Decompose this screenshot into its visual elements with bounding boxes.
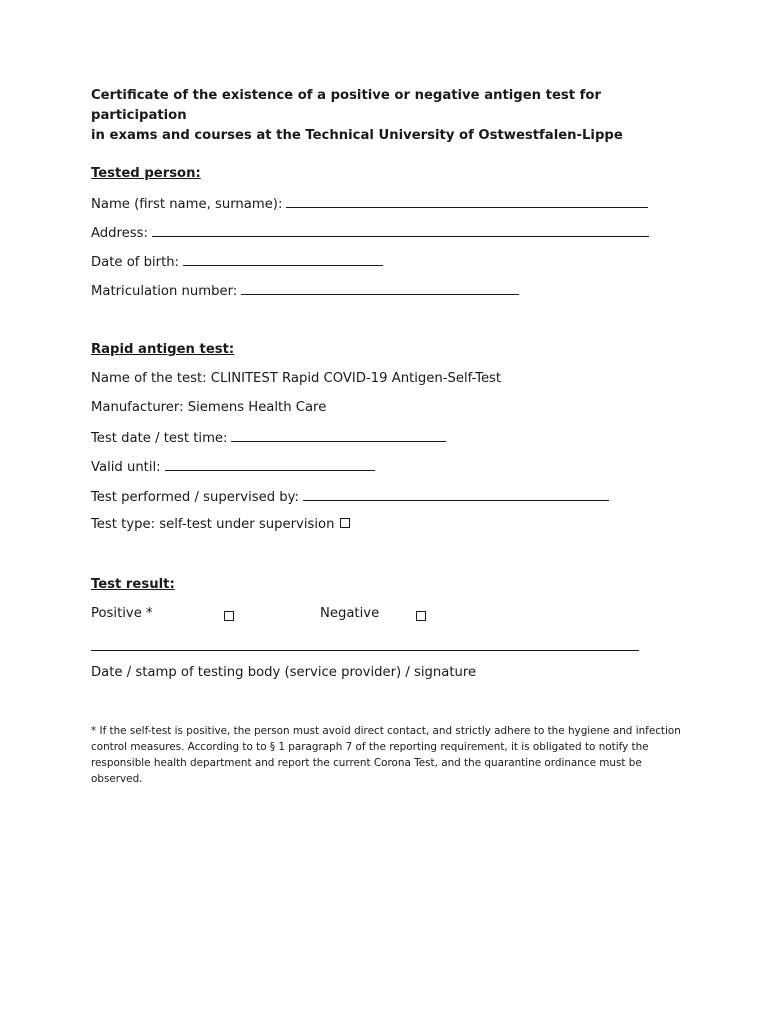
test-date-field[interactable] — [231, 429, 446, 442]
performed-by-field[interactable] — [303, 488, 609, 501]
dob-label: Date of birth: — [91, 255, 180, 270]
performed-by-label: Test performed / supervised by: — [91, 490, 299, 505]
dob-field[interactable] — [183, 253, 383, 266]
negative-row — [320, 606, 379, 621]
valid-until-label: Valid until: — [91, 460, 161, 475]
performed-by-row — [91, 488, 609, 505]
certificate-page — [91, 86, 691, 785]
supervised-self-test-checkbox[interactable] — [340, 518, 350, 528]
test-result-heading: Test result: — [91, 577, 175, 592]
test-type-label: Test type: self-test under supervision — [91, 517, 335, 532]
matriculation-label: Matriculation number: — [91, 284, 238, 299]
positive-label: Positive * — [91, 606, 153, 621]
name-row — [91, 195, 648, 212]
address-field[interactable] — [152, 224, 649, 237]
negative-label: Negative — [320, 606, 380, 621]
manufacturer-line: Manufacturer: Siemens Health Care — [91, 400, 327, 415]
footnote: * If the self-test is positive, the person must avoid direct contact, and strictly adhere to the hygiene and infection control measures. According to to § 1 paragraph 7 of the reporting requirement, it is obligated to notify the responsible health department and report the current Corona Test, and the quarantine ordinance must be observed. — [91, 725, 681, 785]
signature-caption: Date / stamp of testing body (service provider) / signature — [91, 665, 477, 680]
test-date-label: Test date / test time: — [91, 431, 228, 446]
positive-row — [91, 606, 153, 621]
tested-person-heading: Tested person: — [91, 166, 201, 181]
test-type-row — [91, 517, 350, 532]
valid-until-row — [91, 458, 375, 475]
rapid-test-heading: Rapid antigen test: — [91, 342, 235, 357]
document-title: Certificate of the existence of a positive or negative antigen test for participation in exams and courses at the Technical University of Ostwestfalen-Lippe — [91, 88, 623, 143]
dob-row — [91, 253, 383, 270]
matriculation-field[interactable] — [241, 282, 519, 295]
address-label: Address: — [91, 226, 148, 241]
matriculation-row — [91, 282, 519, 299]
address-row — [91, 224, 649, 241]
signature-line[interactable] — [91, 650, 639, 651]
name-label: Name (first name, surname): — [91, 197, 283, 212]
name-field[interactable] — [286, 195, 648, 208]
test-name-line: Name of the test: CLINITEST Rapid COVID-19 Antigen-Self-Test — [91, 371, 502, 386]
positive-checkbox[interactable] — [224, 611, 234, 621]
negative-checkbox[interactable] — [416, 611, 426, 621]
valid-until-field[interactable] — [165, 458, 375, 471]
test-date-row — [91, 429, 446, 446]
